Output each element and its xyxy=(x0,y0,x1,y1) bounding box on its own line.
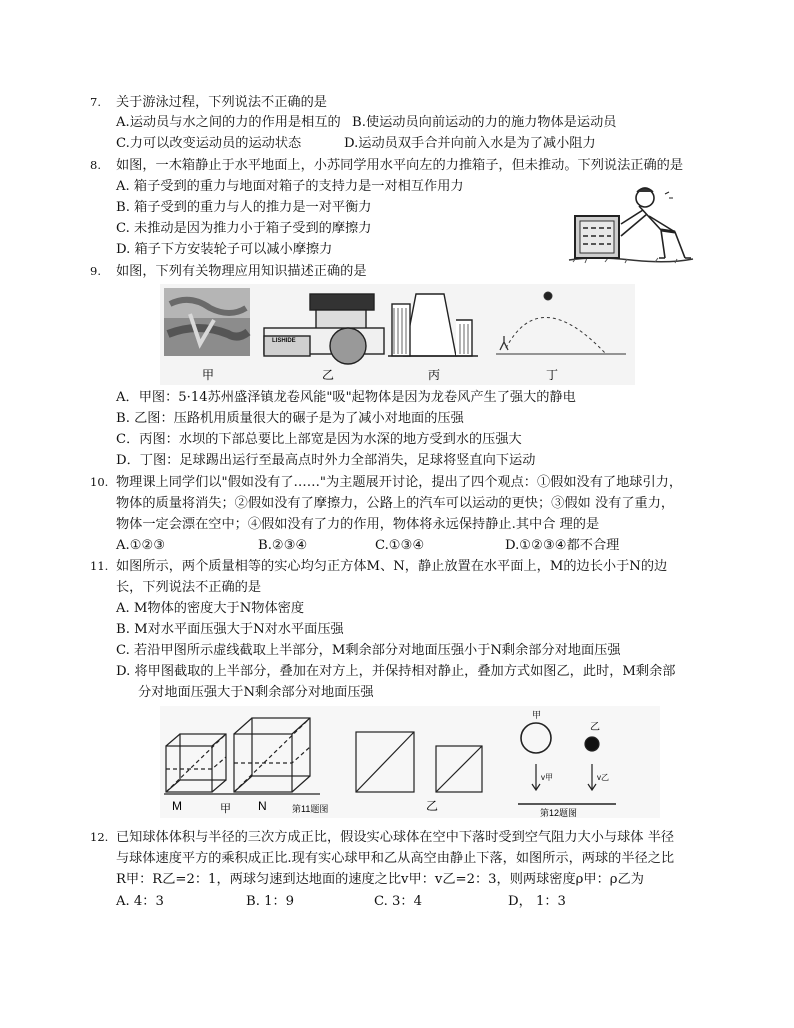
q9-figures xyxy=(160,284,635,385)
box-shape xyxy=(575,216,619,258)
option-a: A. 4：3 xyxy=(116,894,164,909)
option-c: C．丙图：水坝的下部总要比上部宽是因为水深的地方受到水的压强大 xyxy=(116,432,522,447)
option-b: B.②③④ xyxy=(258,538,308,553)
push-box-illustration xyxy=(565,180,697,268)
question-stem-line-2: 物体的质量将消失；②假如没有了摩擦力，公路上的汽车可以运动的更快；③假如 没有了重力， xyxy=(116,496,675,511)
fig-label-ding: 丁 xyxy=(546,368,559,382)
question-stem-line-3: 物体一定会漂在空中；④假如没有了力的作用，物体将永远保持静止.其中合 理的是 xyxy=(116,517,600,532)
question-stem-line-1: 物理课上同学们以"假如没有了……"为主题展开讨论，提出了四个观点：①假如没有了地球引力， xyxy=(116,475,683,490)
option-c: C. 未推动是因为推力小于箱子受到的摩擦力 xyxy=(116,221,372,236)
roller-brand: LISHIDE xyxy=(272,338,296,344)
caption-11: 第11题图 xyxy=(292,804,329,814)
label-v-yi: v乙 xyxy=(597,773,609,782)
q11-q12-figures xyxy=(160,706,660,818)
question-stem: 如图，下列有关物理应用知识描述正确的是 xyxy=(116,264,367,279)
question-stem-line-2: 与球体速度平方的乘积成正比.现有实心球甲和乙从高空由静止下落，如图所示，两球的半径之比 xyxy=(116,851,675,866)
option-d: D， 1：3 xyxy=(508,894,566,909)
option-c: C.力可以改变运动员的运动状态 xyxy=(116,136,302,151)
option-d: D．丁图：足球踢出运行至最高点时外力全部消失，足球将竖直向下运动 xyxy=(116,453,536,468)
option-b: B. 乙图：压路机用质量很大的碾子是为了减小对地面的压强 xyxy=(116,411,464,426)
option-d: D. 箱子下方安装轮子可以减小摩擦力 xyxy=(116,242,333,257)
label-yi-12: 乙 xyxy=(590,722,600,733)
label-v-jia: v甲 xyxy=(541,773,553,782)
question-number: 12. xyxy=(90,830,109,844)
label-jia-11: 甲 xyxy=(220,803,231,815)
option-d-line-2: 分对地面压强大于N剩余部分对地面压强 xyxy=(138,685,374,700)
option-a: A.①②③ xyxy=(116,538,166,553)
option-b: B. 箱子受到的重力与人的推力是一对平衡力 xyxy=(116,200,372,215)
option-d-line-1: D. 将甲图截取的上半部分，叠加在对方上，并保持相对静止，叠加方式如图乙，此时，M剩余部 xyxy=(116,664,676,679)
question-number: 9. xyxy=(90,264,101,278)
option-a: A.运动员与水之间的力的作用是相互的 xyxy=(116,115,341,130)
option-d: D.运动员双手合并向前入水是为了减小阻力 xyxy=(344,136,596,151)
sphere-yi xyxy=(585,737,599,751)
fig-label-bing: 丙 xyxy=(428,368,441,382)
fig-label-yi: 乙 xyxy=(322,368,335,382)
option-c: C. 3：4 xyxy=(374,894,422,909)
label-jia-12: 甲 xyxy=(532,710,542,720)
question-stem: 如图，一木箱静止于水平地面上，小苏同学用水平向左的力推箱子，但未推动。下列说法正确的是 xyxy=(116,158,684,173)
question-number: 8. xyxy=(90,158,101,172)
question-stem-line-2: 长，下列说法不正确的是 xyxy=(116,580,262,595)
question-number: 11. xyxy=(90,559,109,573)
label-n: N xyxy=(258,799,267,813)
option-b: B. M对水平面压强大于N对水平面压强 xyxy=(116,622,344,637)
question-number: 10. xyxy=(90,475,109,489)
option-a: A. M物体的密度大于N物体密度 xyxy=(116,601,305,616)
caption-12: 第12题图 xyxy=(540,808,578,818)
question-stem: 关于游泳过程，下列说法不正确的是 xyxy=(116,95,327,110)
option-b: B. 1：9 xyxy=(246,894,295,909)
question-stem-line-3: R甲：R乙=2：1，两球匀速到达地面的速度之比v甲：v乙=2：3，则两球密度ρ甲：ρ乙为 xyxy=(116,872,644,887)
option-c: C. 若沿甲图所示虚线截取上半部分，M剩余部分对地面压强小于N剩余部分对地面压强 xyxy=(116,643,621,658)
option-d: D.①②③④都不合理 xyxy=(505,538,620,553)
label-yi-11: 乙 xyxy=(426,799,439,813)
question-stem-line-1: 已知球体体积与半径的三次方成正比，假设实心球体在空中下落时受到空气阻力大小与球体 半径 xyxy=(116,830,675,845)
option-c: C.①③④ xyxy=(375,538,425,553)
fig-label-jia: 甲 xyxy=(202,368,215,382)
question-number: 7. xyxy=(90,95,101,109)
option-b: B.使运动员向前运动的力的施力物体是运动员 xyxy=(352,115,617,130)
option-a: A. 箱子受到的重力与地面对箱子的支持力是一对相互作用力 xyxy=(116,179,464,194)
option-a: A．甲图：5·14苏州盛泽镇龙卷风能"吸"起物体是因为龙卷风产生了强大的静电 xyxy=(116,390,576,405)
label-m: M xyxy=(172,799,182,813)
question-stem-line-1: 如图所示，两个质量相等的实心均匀正方体M、N，静止放置在水平面上，M的边长小于N的边 xyxy=(116,559,668,574)
tornado-photo xyxy=(164,288,250,356)
